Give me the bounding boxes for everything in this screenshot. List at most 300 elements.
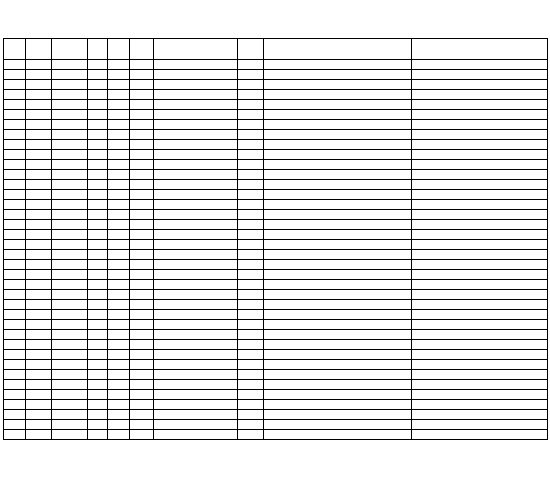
table-row	[4, 420, 548, 430]
cell-license-number	[154, 60, 238, 70]
cell-vehicle-class	[238, 120, 264, 130]
cell-seq	[4, 130, 26, 140]
cell-seq	[4, 190, 26, 200]
cell-name	[52, 160, 88, 170]
cell-seq	[4, 170, 26, 180]
cell-name	[52, 300, 88, 310]
cell-age	[108, 290, 130, 300]
table-row	[4, 250, 548, 260]
cell-age	[108, 330, 130, 340]
cell-driving-years	[130, 150, 154, 160]
cell-name	[52, 80, 88, 90]
cell-criminal-liability	[412, 230, 548, 240]
cell-ban-reason	[264, 90, 412, 100]
cell-name	[52, 180, 88, 190]
cell-license-number	[154, 150, 238, 160]
cell-age	[108, 370, 130, 380]
table-row	[4, 280, 548, 290]
cell-seq	[4, 300, 26, 310]
cell-name	[52, 110, 88, 120]
cell-driving-years	[130, 230, 154, 240]
cell-age	[108, 90, 130, 100]
cell-ban-reason	[264, 270, 412, 280]
cell-license-number	[154, 220, 238, 230]
cell-city	[26, 230, 52, 240]
cell-age	[108, 240, 130, 250]
table-body	[4, 60, 548, 440]
cell-ban-reason	[264, 150, 412, 160]
cell-age	[108, 340, 130, 350]
cell-driving-years	[130, 90, 154, 100]
cell-criminal-liability	[412, 300, 548, 310]
cell-vehicle-class	[238, 330, 264, 340]
cell-license-number	[154, 330, 238, 340]
table-row	[4, 200, 548, 210]
cell-name	[52, 350, 88, 360]
cell-driving-years	[130, 190, 154, 200]
table-row	[4, 110, 548, 120]
cell-city	[26, 330, 52, 340]
cell-seq	[4, 220, 26, 230]
table-row	[4, 430, 548, 440]
cell-criminal-liability	[412, 90, 548, 100]
cell-age	[108, 160, 130, 170]
cell-criminal-liability	[412, 400, 548, 410]
cell-criminal-liability	[412, 60, 548, 70]
cell-gender	[88, 90, 108, 100]
cell-criminal-liability	[412, 150, 548, 160]
cell-age	[108, 320, 130, 330]
cell-license-number	[154, 340, 238, 350]
cell-age	[108, 180, 130, 190]
cell-criminal-liability	[412, 280, 548, 290]
cell-age	[108, 70, 130, 80]
cell-seq	[4, 80, 26, 90]
cell-vehicle-class	[238, 310, 264, 320]
cell-ban-reason	[264, 120, 412, 130]
cell-gender	[88, 120, 108, 130]
cell-name	[52, 70, 88, 80]
cell-vehicle-class	[238, 140, 264, 150]
cell-name	[52, 430, 88, 440]
cell-name	[52, 210, 88, 220]
cell-driving-years	[130, 160, 154, 170]
cell-driving-years	[130, 70, 154, 80]
table-row	[4, 290, 548, 300]
cell-name	[52, 100, 88, 110]
cell-age	[108, 420, 130, 430]
cell-criminal-liability	[412, 210, 548, 220]
cell-driving-years	[130, 370, 154, 380]
cell-ban-reason	[264, 220, 412, 230]
cell-ban-reason	[264, 430, 412, 440]
cell-gender	[88, 400, 108, 410]
cell-driving-years	[130, 110, 154, 120]
cell-license-number	[154, 200, 238, 210]
cell-name	[52, 130, 88, 140]
cell-name	[52, 320, 88, 330]
cell-vehicle-class	[238, 340, 264, 350]
cell-license-number	[154, 380, 238, 390]
cell-age	[108, 410, 130, 420]
cell-vehicle-class	[238, 220, 264, 230]
cell-vehicle-class	[238, 290, 264, 300]
cell-driving-years	[130, 310, 154, 320]
header-driving-years	[130, 39, 154, 60]
cell-gender	[88, 190, 108, 200]
table-row	[4, 350, 548, 360]
cell-gender	[88, 70, 108, 80]
cell-ban-reason	[264, 300, 412, 310]
cell-seq	[4, 200, 26, 210]
header-seq	[4, 39, 26, 60]
table-row	[4, 330, 548, 340]
cell-driving-years	[130, 120, 154, 130]
cell-seq	[4, 380, 26, 390]
cell-gender	[88, 340, 108, 350]
cell-seq	[4, 240, 26, 250]
cell-city	[26, 240, 52, 250]
table-row	[4, 90, 548, 100]
cell-gender	[88, 300, 108, 310]
table-row	[4, 240, 548, 250]
cell-criminal-liability	[412, 110, 548, 120]
cell-driving-years	[130, 170, 154, 180]
cell-gender	[88, 230, 108, 240]
cell-gender	[88, 410, 108, 420]
cell-ban-reason	[264, 130, 412, 140]
cell-criminal-liability	[412, 390, 548, 400]
cell-ban-reason	[264, 200, 412, 210]
cell-seq	[4, 230, 26, 240]
cell-gender	[88, 270, 108, 280]
cell-vehicle-class	[238, 300, 264, 310]
cell-vehicle-class	[238, 170, 264, 180]
cell-gender	[88, 140, 108, 150]
cell-name	[52, 330, 88, 340]
cell-city	[26, 350, 52, 360]
cell-name	[52, 120, 88, 130]
cell-gender	[88, 290, 108, 300]
cell-name	[52, 400, 88, 410]
table-row	[4, 60, 548, 70]
cell-driving-years	[130, 330, 154, 340]
cell-age	[108, 210, 130, 220]
cell-vehicle-class	[238, 400, 264, 410]
cell-criminal-liability	[412, 380, 548, 390]
cell-gender	[88, 100, 108, 110]
cell-ban-reason	[264, 140, 412, 150]
cell-license-number	[154, 190, 238, 200]
cell-name	[52, 420, 88, 430]
cell-driving-years	[130, 420, 154, 430]
cell-name	[52, 410, 88, 420]
cell-ban-reason	[264, 80, 412, 90]
cell-driving-years	[130, 290, 154, 300]
cell-license-number	[154, 90, 238, 100]
cell-seq	[4, 340, 26, 350]
cell-license-number	[154, 70, 238, 80]
cell-age	[108, 120, 130, 130]
cell-age	[108, 260, 130, 270]
cell-ban-reason	[264, 320, 412, 330]
cell-age	[108, 360, 130, 370]
cell-gender	[88, 160, 108, 170]
cell-license-number	[154, 400, 238, 410]
cell-seq	[4, 370, 26, 380]
cell-city	[26, 110, 52, 120]
cell-license-number	[154, 160, 238, 170]
cell-city	[26, 160, 52, 170]
cell-criminal-liability	[412, 190, 548, 200]
cell-name	[52, 200, 88, 210]
cell-vehicle-class	[238, 80, 264, 90]
cell-criminal-liability	[412, 370, 548, 380]
table-row	[4, 390, 548, 400]
cell-name	[52, 310, 88, 320]
header-gender	[88, 39, 108, 60]
cell-gender	[88, 330, 108, 340]
header-license-number	[154, 39, 238, 60]
table-row	[4, 310, 548, 320]
cell-vehicle-class	[238, 150, 264, 160]
cell-ban-reason	[264, 110, 412, 120]
cell-city	[26, 200, 52, 210]
cell-seq	[4, 330, 26, 340]
cell-city	[26, 120, 52, 130]
cell-criminal-liability	[412, 350, 548, 360]
cell-city	[26, 260, 52, 270]
cell-license-number	[154, 270, 238, 280]
cell-vehicle-class	[238, 230, 264, 240]
cell-ban-reason	[264, 410, 412, 420]
cell-gender	[88, 130, 108, 140]
cell-age	[108, 80, 130, 90]
cell-criminal-liability	[412, 430, 548, 440]
header-criminal-liability	[412, 39, 548, 60]
cell-license-number	[154, 300, 238, 310]
cell-driving-years	[130, 240, 154, 250]
cell-age	[108, 60, 130, 70]
cell-criminal-liability	[412, 220, 548, 230]
table-row	[4, 210, 548, 220]
cell-license-number	[154, 390, 238, 400]
cell-gender	[88, 60, 108, 70]
cell-age	[108, 130, 130, 140]
cell-ban-reason	[264, 180, 412, 190]
cell-criminal-liability	[412, 270, 548, 280]
cell-criminal-liability	[412, 200, 548, 210]
cell-criminal-liability	[412, 130, 548, 140]
cell-seq	[4, 420, 26, 430]
cell-gender	[88, 110, 108, 120]
cell-city	[26, 280, 52, 290]
cell-city	[26, 250, 52, 260]
page-title	[0, 6, 550, 26]
cell-license-number	[154, 310, 238, 320]
cell-age	[108, 390, 130, 400]
cell-vehicle-class	[238, 430, 264, 440]
cell-vehicle-class	[238, 350, 264, 360]
cell-ban-reason	[264, 60, 412, 70]
table-row	[4, 400, 548, 410]
cell-license-number	[154, 350, 238, 360]
cell-age	[108, 100, 130, 110]
cell-city	[26, 60, 52, 70]
cell-seq	[4, 290, 26, 300]
cell-vehicle-class	[238, 60, 264, 70]
cell-ban-reason	[264, 230, 412, 240]
cell-city	[26, 400, 52, 410]
cell-ban-reason	[264, 290, 412, 300]
header-name	[52, 39, 88, 60]
cell-criminal-liability	[412, 140, 548, 150]
cell-seq	[4, 110, 26, 120]
cell-name	[52, 360, 88, 370]
cell-driving-years	[130, 140, 154, 150]
cell-gender	[88, 210, 108, 220]
cell-city	[26, 80, 52, 90]
cell-city	[26, 320, 52, 330]
cell-name	[52, 230, 88, 240]
cell-criminal-liability	[412, 360, 548, 370]
cell-seq	[4, 150, 26, 160]
cell-seq	[4, 180, 26, 190]
cell-city	[26, 150, 52, 160]
cell-city	[26, 360, 52, 370]
cell-age	[108, 140, 130, 150]
cell-gender	[88, 430, 108, 440]
cell-name	[52, 190, 88, 200]
cell-vehicle-class	[238, 240, 264, 250]
cell-ban-reason	[264, 160, 412, 170]
cell-ban-reason	[264, 100, 412, 110]
cell-vehicle-class	[238, 210, 264, 220]
cell-age	[108, 430, 130, 440]
cell-license-number	[154, 250, 238, 260]
cell-criminal-liability	[412, 160, 548, 170]
cell-gender	[88, 80, 108, 90]
cell-city	[26, 70, 52, 80]
table-row	[4, 300, 548, 310]
cell-driving-years	[130, 430, 154, 440]
header-vehicle-class	[238, 39, 264, 60]
cell-gender	[88, 240, 108, 250]
cell-seq	[4, 430, 26, 440]
cell-seq	[4, 210, 26, 220]
cell-driving-years	[130, 340, 154, 350]
cell-license-number	[154, 420, 238, 430]
cell-age	[108, 170, 130, 180]
cell-city	[26, 220, 52, 230]
cell-seq	[4, 350, 26, 360]
cell-criminal-liability	[412, 170, 548, 180]
cell-ban-reason	[264, 260, 412, 270]
cell-name	[52, 90, 88, 100]
cell-name	[52, 280, 88, 290]
cell-driving-years	[130, 180, 154, 190]
cell-age	[108, 400, 130, 410]
cell-city	[26, 170, 52, 180]
cell-ban-reason	[264, 280, 412, 290]
cell-seq	[4, 140, 26, 150]
cell-gender	[88, 250, 108, 260]
cell-license-number	[154, 230, 238, 240]
cell-criminal-liability	[412, 70, 548, 80]
cell-driving-years	[130, 60, 154, 70]
cell-city	[26, 370, 52, 380]
cell-age	[108, 150, 130, 160]
cell-gender	[88, 310, 108, 320]
cell-seq	[4, 320, 26, 330]
cell-age	[108, 270, 130, 280]
cell-gender	[88, 220, 108, 230]
cell-city	[26, 290, 52, 300]
cell-license-number	[154, 370, 238, 380]
cell-gender	[88, 180, 108, 190]
table-row	[4, 170, 548, 180]
cell-city	[26, 390, 52, 400]
cell-age	[108, 230, 130, 240]
table-row	[4, 220, 548, 230]
cell-ban-reason	[264, 250, 412, 260]
cell-name	[52, 250, 88, 260]
cell-criminal-liability	[412, 80, 548, 90]
table-row	[4, 150, 548, 160]
cell-ban-reason	[264, 420, 412, 430]
table-row	[4, 190, 548, 200]
cell-license-number	[154, 430, 238, 440]
table-row	[4, 100, 548, 110]
header-city	[26, 39, 52, 60]
cell-license-number	[154, 410, 238, 420]
cell-vehicle-class	[238, 90, 264, 100]
cell-city	[26, 420, 52, 430]
cell-driving-years	[130, 390, 154, 400]
table-row	[4, 360, 548, 370]
cell-license-number	[154, 120, 238, 130]
cell-seq	[4, 70, 26, 80]
cell-driving-years	[130, 80, 154, 90]
cell-seq	[4, 90, 26, 100]
cell-criminal-liability	[412, 410, 548, 420]
cell-criminal-liability	[412, 120, 548, 130]
cell-name	[52, 240, 88, 250]
cell-name	[52, 390, 88, 400]
cell-driving-years	[130, 400, 154, 410]
cell-criminal-liability	[412, 180, 548, 190]
cell-driving-years	[130, 210, 154, 220]
cell-vehicle-class	[238, 320, 264, 330]
cell-seq	[4, 260, 26, 270]
cell-city	[26, 90, 52, 100]
cell-license-number	[154, 210, 238, 220]
table-row	[4, 270, 548, 280]
cell-age	[108, 220, 130, 230]
cell-city	[26, 340, 52, 350]
cell-license-number	[154, 320, 238, 330]
cell-city	[26, 270, 52, 280]
cell-gender	[88, 390, 108, 400]
cell-ban-reason	[264, 310, 412, 320]
cell-city	[26, 130, 52, 140]
cell-ban-reason	[264, 390, 412, 400]
cell-ban-reason	[264, 330, 412, 340]
cell-seq	[4, 390, 26, 400]
cell-driving-years	[130, 100, 154, 110]
cell-vehicle-class	[238, 110, 264, 120]
cell-seq	[4, 280, 26, 290]
